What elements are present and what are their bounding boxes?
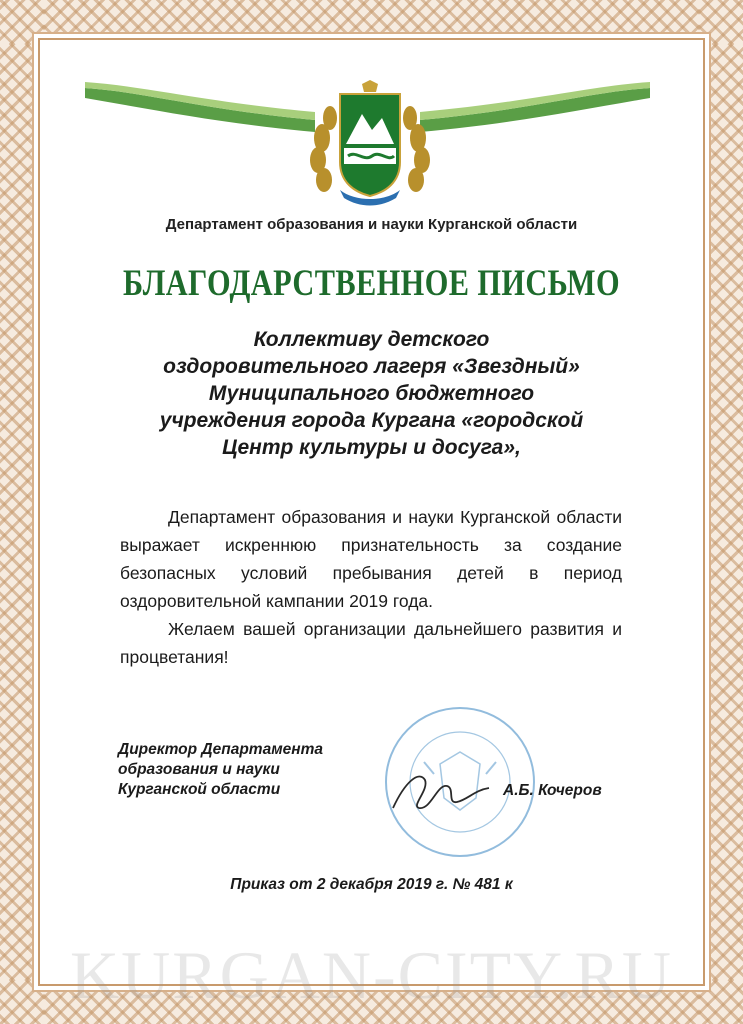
recipient-line: Муниципального бюджетного (208, 382, 535, 405)
recipient-line: Центр культуры и досуга», (222, 436, 521, 459)
ribbon-right-icon (420, 80, 650, 132)
order-reference: Приказ от 2 декабря 2019 г. № 481 к (230, 876, 513, 893)
recipient-line: Коллективу детского (253, 328, 490, 351)
ribbon-left-icon (85, 80, 315, 132)
director-title (118, 740, 378, 800)
signer-name: А.Б. Кочеров (503, 782, 602, 799)
coat-of-arms-icon (300, 78, 440, 210)
body-paragraph: Департамент образования и науки Курганской области выражает искреннюю признательность за создание безопасных условий пребывания детей в период оздоровительной кампании 2019 года. (120, 507, 622, 611)
letter-body (120, 503, 622, 671)
recipient-block (80, 326, 663, 461)
recipient-line: учреждения города Кургана «городской (159, 409, 584, 432)
director-line: Директор Департамента (118, 741, 324, 758)
body-paragraph: Желаем вашей организации дальнейшего развития и процветания! (120, 619, 622, 667)
director-line: образования и науки (118, 761, 280, 778)
department-header: Департамент образования и науки Курганской области (165, 216, 578, 233)
signature-icon (385, 760, 495, 820)
letter-title: БЛАГОДАРСТВЕННОЕ ПИСЬМО (122, 263, 620, 304)
director-line: Курганской области (118, 781, 281, 798)
recipient-line: оздоровительного лагеря «Звездный» (163, 355, 580, 378)
watermark: KURGAN-CITY.RU (70, 937, 673, 1013)
